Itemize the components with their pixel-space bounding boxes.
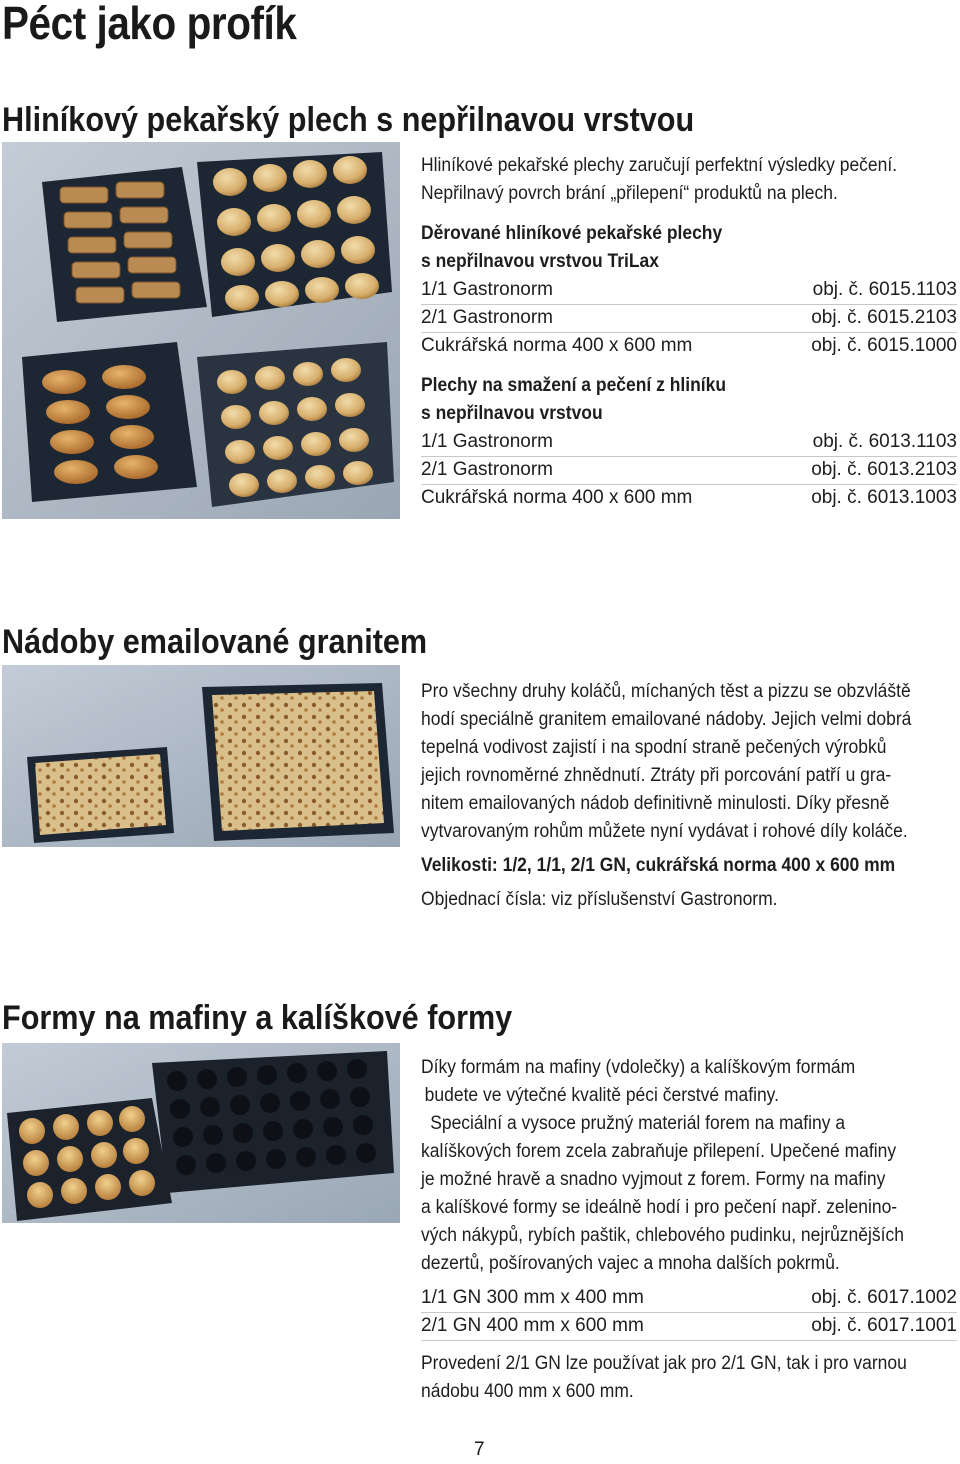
product-name: 2/1 GN 400 mm x 600 mm: [421, 1315, 644, 1336]
product-row: [421, 276, 957, 305]
product-name: 2/1 Gastronorm: [421, 459, 553, 480]
page-title: Péct jako profík: [2, 0, 297, 49]
baking-sheets-photo: [2, 142, 400, 519]
paragraph-line: hodí speciálně granitem emailované nádoby. Jejich velmi dobrá: [421, 709, 912, 730]
note-line: nádobu 400 mm x 600 mm.: [421, 1381, 634, 1402]
product-row: [421, 332, 957, 360]
paragraph-line: je možné hravě a snadno vyjmout z forem. Formy na mafiny: [421, 1169, 886, 1190]
product-code: obj. č. 6015.2103: [811, 307, 957, 328]
product-code: obj. č. 6015.1000: [811, 335, 957, 356]
paragraph-line: Speciální a vysoce pružný materiál forem na mafiny a: [430, 1113, 846, 1134]
product-code: obj. č. 6013.1003: [811, 487, 957, 508]
product-name: Cukrářská norma 400 x 600 mm: [421, 487, 693, 508]
product-row: [421, 428, 957, 457]
granite-pans-photo: [2, 665, 400, 847]
product-name: 1/1 GN 300 mm x 400 mm: [421, 1287, 644, 1308]
section3-paragraph: [421, 1054, 959, 1278]
group2-title: [421, 372, 960, 428]
product-code: obj. č. 6017.1001: [811, 1315, 957, 1336]
group1-title-line: Děrované hliníkové pekařské plechy: [421, 223, 723, 244]
product-row: [421, 1312, 957, 1341]
paragraph-line: budete ve výtečné kvalitě péci čerstvé mafiny.: [424, 1085, 779, 1106]
order-numbers-line: Objednací čísla: viz příslušenství Gastronorm.: [421, 889, 778, 910]
paragraph-line: vytvarovaným rohům můžete nyní vydávat i rohové díly koláče.: [421, 821, 908, 842]
product-code: obj. č. 6017.1002: [811, 1287, 957, 1308]
paragraph-line: a kalíškové formy se ideálně hodí i pro pečení např. zelenino-: [421, 1197, 898, 1218]
product-name: 1/1 Gastronorm: [421, 431, 553, 452]
product-code: obj. č. 6013.1103: [812, 431, 957, 452]
page-number: 7: [474, 1439, 485, 1460]
product-row: [421, 484, 957, 512]
paragraph-line: Pro všechny druhy koláčů, míchaných těst a pizzu se obzvláště: [421, 681, 911, 702]
product-code: obj. č. 6013.2103: [811, 459, 957, 480]
paragraph-line: kalíškových forem zcela zabraňuje přilepení. Upečené mafiny: [421, 1141, 897, 1162]
section2-paragraph: [421, 678, 959, 846]
product-name: 1/1 Gastronorm: [421, 279, 553, 300]
section3-note: [421, 1350, 960, 1406]
paragraph-line: jejich rovnoměrné zhnědnutí. Ztráty při porcování patří u gra-: [421, 765, 892, 786]
paragraph-line: nitem emailovaných nádob definitivně minulosti. Díky přesně: [421, 793, 890, 814]
group2-title-line: Plechy na smažení a pečení z hliníku: [421, 375, 727, 396]
product-name: Cukrářská norma 400 x 600 mm: [421, 335, 693, 356]
paragraph-line: tepelná vodivost zajistí i na spodní straně pečených výrobků: [421, 737, 887, 758]
section-heading-muffin-forms: Formy na mafiny a kalíškové formy: [2, 999, 513, 1037]
group1-title-line: s nepřilnavou vrstvou TriLax: [421, 251, 660, 272]
paragraph-line: dezertů, pošírovaných vajec a mnoha dalších pokrmů.: [421, 1253, 840, 1274]
product-row: [421, 456, 957, 485]
note-line: Provedení 2/1 GN lze používat jak pro 2/1 GN, tak i pro varnou: [421, 1353, 907, 1374]
paragraph-line: vých nákypů, rybích paštik, chlebového pudinku, nejrůznějších: [421, 1225, 904, 1246]
muffin-forms-photo: [2, 1043, 400, 1223]
product-name: 2/1 Gastronorm: [421, 307, 553, 328]
section-heading-baking-sheets: Hliníkový pekařský plech s nepřilnavou vrstvou: [2, 101, 695, 139]
group1-title: [421, 220, 960, 276]
group2-title-line: s nepřilnavou vrstvou: [421, 403, 603, 424]
intro-line: Nepřilnavý povrch brání „přilepení“ produktů na plech.: [421, 183, 838, 204]
paragraph-line: Díky formám na mafiny (vdolečky) a kalíškovým formám: [421, 1057, 856, 1078]
intro-line: Hliníkové pekařské plechy zaručují perfektní výsledky pečení.: [421, 155, 898, 176]
product-row: [421, 1284, 957, 1313]
product-code: obj. č. 6015.1103: [812, 279, 957, 300]
section1-intro: [421, 152, 960, 208]
section-heading-granite-pans: Nádoby emailované granitem: [2, 623, 428, 661]
product-row: [421, 304, 957, 333]
sizes-line: Velikosti: 1/2, 1/1, 2/1 GN, cukrářská norma 400 x 600 mm: [421, 855, 896, 876]
